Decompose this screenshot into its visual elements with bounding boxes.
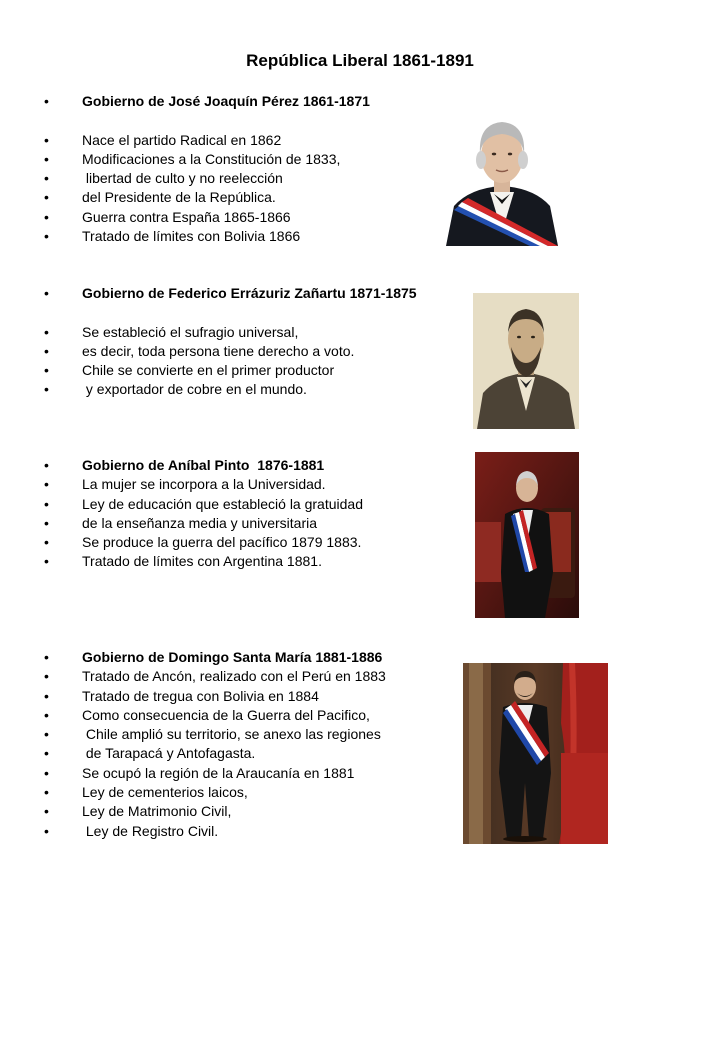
portrait-santa-maria: [463, 663, 608, 844]
portrait-santa-maria-image: [463, 663, 608, 844]
portrait-errazuriz-image: [473, 293, 579, 429]
portrait-errazuriz: [473, 293, 579, 429]
portrait-perez: [440, 114, 564, 246]
page-title: República Liberal 1861-1891: [246, 51, 474, 70]
bullet: •: [44, 93, 49, 109]
portrait-pinto-image: [475, 452, 579, 618]
portrait-perez-image: [440, 114, 564, 246]
portrait-pinto: [475, 452, 579, 618]
